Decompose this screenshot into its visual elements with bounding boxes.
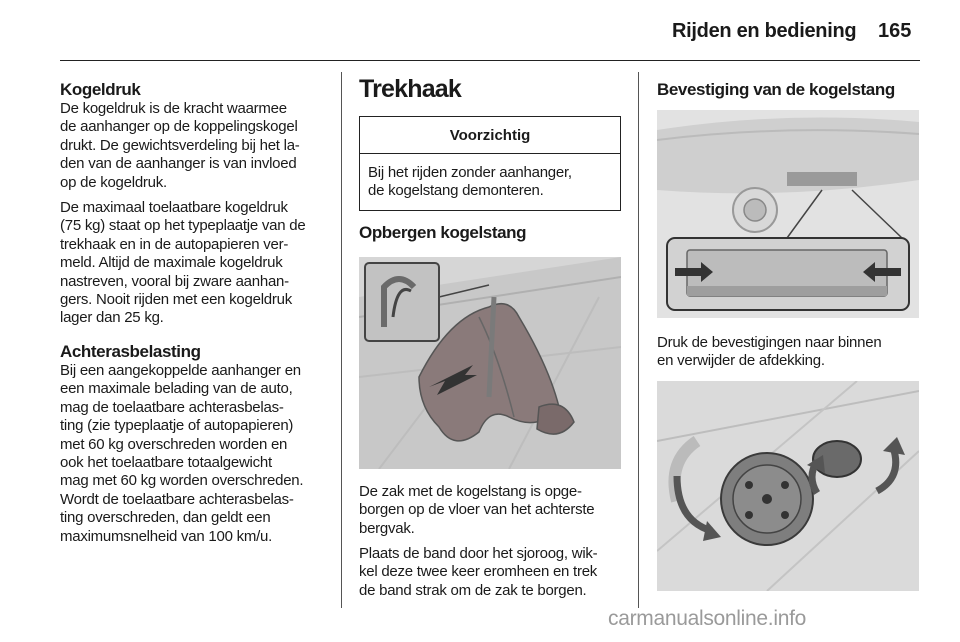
caution-body [360,154,620,210]
text-line: gers. Nooit rijden met een kogeldruk [60,291,292,309]
text-line: (75 kg) staat op het typeplaatje van de [60,217,306,235]
caution-text [368,164,612,201]
section-heading-achterasbelasting: Achterasbelasting [60,341,201,361]
text-line: op de kogeldruk. [60,173,167,191]
section-heading-kogeldruk: Kogeldruk [60,80,141,99]
text-line: borgen op de vloer van het achterste [359,501,595,519]
text-line: den van de aanhanger is van invloed [60,155,297,173]
text-line: met 60 kg overschreden worden en [60,435,288,453]
text-line: en verwijder de afdekking. [657,352,825,370]
text-line: trekhaak en in de autopapieren ver- [60,235,289,253]
column-left [60,80,332,546]
text-line: Wordt de toelaatbare achterasbelas- [60,490,294,508]
column-divider-right [638,72,639,608]
text-line: Druk de bevestigingen naar binnen [657,334,882,351]
column-right [657,80,923,591]
paragraph-opbergen-2 [359,545,625,600]
paragraph-bevestiging [657,334,923,371]
text-line: drukt. De gewichtsverdeling bij het la- [60,136,300,154]
text-line: kel deze twee keer eromheen en trek [359,563,598,581]
text-line: ting (zie typeplaatje of autopapieren) [60,417,294,435]
paragraph-opbergen-1 [359,483,625,538]
text-line: Bij het rijden zonder aanhanger, [368,164,572,181]
figure-cover-removal [657,110,919,318]
figure-storage-bag [359,257,621,469]
caution-box [359,116,621,211]
text-line: de band strak om de zak te borgen. [359,581,587,599]
caution-title: Voorzichtig [360,117,620,154]
text-line: meld. Altijd de maximale kogeldruk [60,254,283,272]
figure-tow-ball-socket [657,381,919,591]
text-line: bergvak. [359,519,415,537]
paragraph-achterasbelasting [60,362,332,546]
text-line: mag met 60 kg worden overschreden. [60,472,304,490]
text-line: Plaats de band door het sjoroog, wik- [359,545,598,563]
text-line: De maximaal toelaatbare kogeldruk [60,199,288,217]
page-header-title: Rijden en bediening [672,20,857,42]
text-line: De zak met de kogelstang is opge- [359,482,582,500]
paragraph-kogeldruk-2 [60,199,332,328]
text-line: maximumsnelheid van 100 km/u. [60,527,273,545]
text-line: nastreven, vooral bij zware aanhan- [60,272,289,290]
section-heading-trekhaak: Trekhaak [359,75,462,103]
page-number: 165 [878,20,912,42]
column-divider-left [341,72,342,608]
text-line: De kogeldruk is de kracht waarmee [60,100,287,117]
section-heading-bevestiging: Bevestiging van de kogelstang [657,80,895,99]
text-line: de kogelstang demonteren. [368,182,544,200]
section-heading-opbergen: Opbergen kogelstang [359,222,527,242]
text-line: een maximale belading van de auto, [60,380,293,398]
paragraph-kogeldruk-1 [60,100,332,192]
text-line: Bij een aangekoppelde aanhanger en [60,361,301,379]
text-line: mag de toelaatbare achterasbelas- [60,398,284,416]
watermark: carmanualsonline.info [608,607,806,630]
text-line: de aanhanger op de koppelingskogel [60,118,298,136]
text-line: lager dan 25 kg. [60,309,164,327]
text-line: ting overschreden, dan geldt een [60,509,271,527]
header-rule [60,60,920,61]
text-line: ook het toelaatbare totaalgewicht [60,453,272,471]
column-middle [359,74,625,600]
